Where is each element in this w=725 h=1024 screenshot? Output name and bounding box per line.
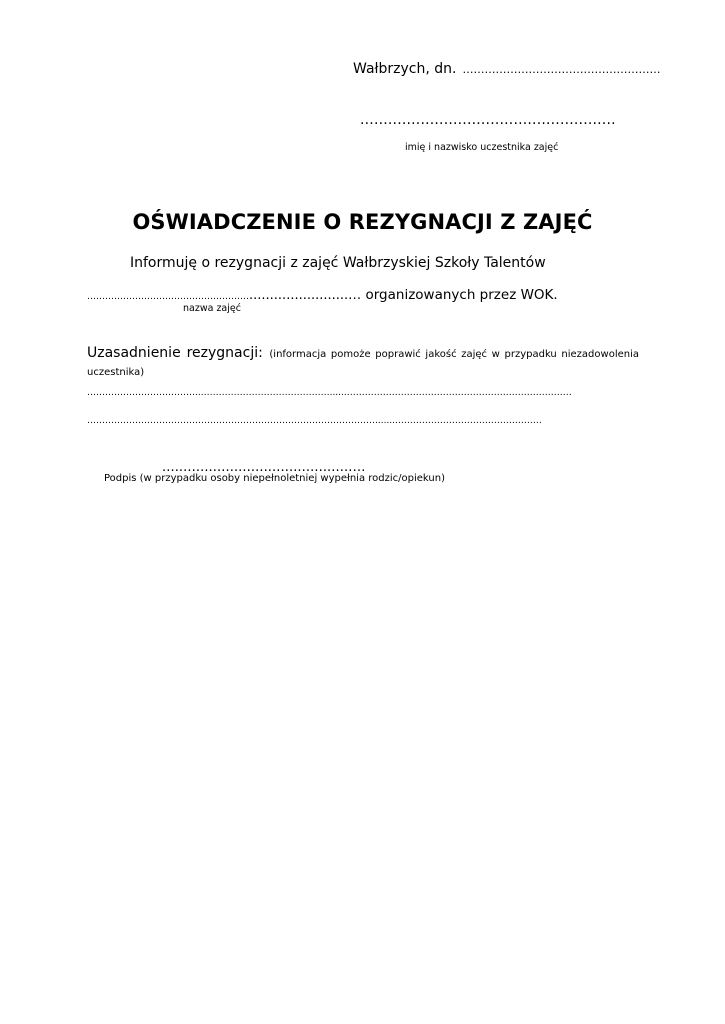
participant-name-field[interactable]: ....................................................... (360, 112, 616, 128)
reason-line-1[interactable]: ………………………………...……………………………………......………………………………………………………………… (87, 388, 572, 398)
participant-name-caption: imię i nazwisko uczestnika zajęć (405, 142, 559, 153)
reason-heading (87, 344, 639, 380)
place-date-line (353, 61, 660, 77)
course-name-field-end[interactable]: ........................… (249, 288, 362, 303)
course-line (87, 287, 558, 303)
date-field[interactable]: ……………………………………………… (462, 63, 661, 76)
reason-note: (informacja pomoże poprawić jakość zajęć w przypadku niezadowolenia uczestnika) (87, 349, 639, 378)
document-title: OŚWIADCZENIE O REZYGNACJI Z ZAJĘĆ (132, 210, 593, 234)
signature-caption: Podpis (w przypadku osoby niepełnoletniej wypełnia rodzic/opiekun) (104, 473, 445, 484)
course-suffix: organizowanych przez WOK. (365, 287, 558, 303)
place-label: Wałbrzych, dn. (353, 61, 457, 77)
signature-field[interactable]: .............................................… (162, 460, 366, 475)
course-name-caption: nazwa zajęć (183, 303, 241, 314)
reason-line-2[interactable]: ……………………………………………………………………………………........………………………………………… (87, 416, 542, 426)
intro-text: Informuję o rezygnacji z zajęć Wałbrzyskiej Szkoły Talentów (130, 255, 546, 271)
course-name-field[interactable]: ……………………………………………… (87, 292, 249, 302)
reason-label: Uzasadnienie rezygnacji: (87, 345, 263, 361)
